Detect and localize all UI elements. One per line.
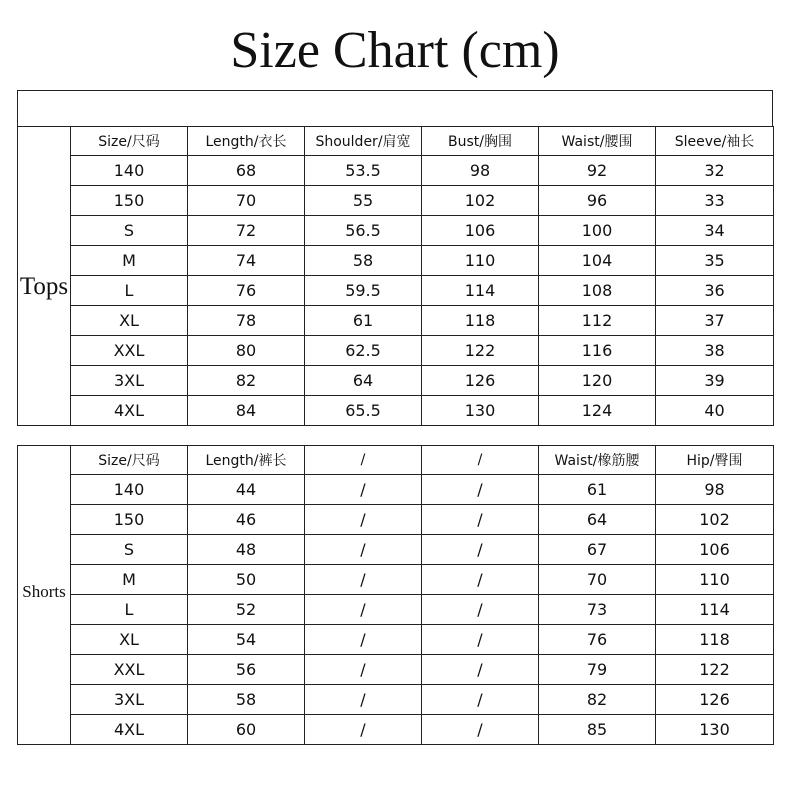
shorts-table-cell: / (422, 505, 539, 535)
shorts-table-cell: / (422, 565, 539, 595)
tops-table-cell: 53.5 (305, 156, 422, 186)
tops-table-cell: 110 (422, 246, 539, 276)
tops-table-cell: 96 (539, 186, 656, 216)
shorts-table-cell: 46 (188, 505, 305, 535)
shorts-header-row (18, 446, 774, 475)
tops-table-cell: 74 (188, 246, 305, 276)
tops-table-cell: 150 (71, 186, 188, 216)
tops-table-cell: 40 (656, 396, 774, 426)
shorts-table-cell: / (305, 595, 422, 625)
tops-table-row (18, 396, 774, 426)
tops-table-cell: 65.5 (305, 396, 422, 426)
shorts-table-cell: 58 (188, 685, 305, 715)
tops-table-cell: 124 (539, 396, 656, 426)
tops-table-cell: 122 (422, 336, 539, 366)
shorts-table-row (18, 565, 774, 595)
tops-table-cell: 82 (188, 366, 305, 396)
shorts-table-row (18, 475, 774, 505)
shorts-table-cell: 98 (656, 475, 774, 505)
shorts-table-cell: 150 (71, 505, 188, 535)
tops-table-cell: 126 (422, 366, 539, 396)
tops-table-row (18, 156, 774, 186)
shorts-table-cell: / (422, 625, 539, 655)
tops-table-cell: 62.5 (305, 336, 422, 366)
tops-table-cell: XXL (71, 336, 188, 366)
shorts-table-cell: 114 (656, 595, 774, 625)
tops-table-cell: 106 (422, 216, 539, 246)
shorts-table-cell: 140 (71, 475, 188, 505)
tops-column-header: Sleeve/袖长 (656, 127, 774, 156)
shorts-table-cell: 64 (539, 505, 656, 535)
shorts-table-cell: M (71, 565, 188, 595)
tops-table-cell: 38 (656, 336, 774, 366)
shorts-table-cell: 73 (539, 595, 656, 625)
tops-table-cell: 80 (188, 336, 305, 366)
tops-column-header: Bust/胸围 (422, 127, 539, 156)
tops-table-cell: 58 (305, 246, 422, 276)
shorts-table-cell: / (305, 715, 422, 745)
tops-table-row (18, 246, 774, 276)
tops-table-cell: 118 (422, 306, 539, 336)
shorts-table-cell: XL (71, 625, 188, 655)
tops-table-cell: 56.5 (305, 216, 422, 246)
shorts-table-cell: / (305, 565, 422, 595)
tops-table-row (18, 216, 774, 246)
shorts-table-row (18, 625, 774, 655)
shorts-column-header: / (305, 446, 422, 475)
shorts-column-header: Hip/臀围 (656, 446, 774, 475)
shorts-table-cell: 52 (188, 595, 305, 625)
shorts-table-cell: / (422, 595, 539, 625)
tops-table-cell: 72 (188, 216, 305, 246)
tops-table-cell: 98 (422, 156, 539, 186)
tops-table-cell: 64 (305, 366, 422, 396)
tops-column-header: Shoulder/肩宽 (305, 127, 422, 156)
shorts-size-table (17, 445, 774, 745)
shorts-column-header: Waist/橡筋腰 (539, 446, 656, 475)
tops-table-cell: 37 (656, 306, 774, 336)
shorts-table-cell: 56 (188, 655, 305, 685)
shorts-table-cell: 70 (539, 565, 656, 595)
tops-table-cell: 68 (188, 156, 305, 186)
tops-table-row (18, 276, 774, 306)
tops-table-cell: L (71, 276, 188, 306)
shorts-table-cell: 130 (656, 715, 774, 745)
shorts-table-cell: / (422, 655, 539, 685)
tops-table-cell: 36 (656, 276, 774, 306)
blank-header-row (17, 90, 773, 127)
tops-table-cell: 76 (188, 276, 305, 306)
shorts-section-label: Shorts (22, 582, 66, 601)
shorts-table-cell: / (305, 505, 422, 535)
tops-table-cell: 33 (656, 186, 774, 216)
shorts-table-cell: 44 (188, 475, 305, 505)
tops-table-cell: S (71, 216, 188, 246)
shorts-table-row (18, 715, 774, 745)
tops-table-cell: 39 (656, 366, 774, 396)
shorts-column-header: Length/裤长 (188, 446, 305, 475)
tops-header-row (18, 127, 774, 156)
tops-table-cell: 59.5 (305, 276, 422, 306)
shorts-table-row (18, 535, 774, 565)
shorts-table-cell: / (305, 535, 422, 565)
shorts-table-row (18, 505, 774, 535)
tops-table-cell: 104 (539, 246, 656, 276)
shorts-table-cell: / (422, 475, 539, 505)
shorts-table-cell: / (422, 535, 539, 565)
shorts-column-header: Size/尺码 (71, 446, 188, 475)
tops-table-cell: 114 (422, 276, 539, 306)
shorts-table-cell: 79 (539, 655, 656, 685)
tops-table-cell: M (71, 246, 188, 276)
tops-table-cell: 61 (305, 306, 422, 336)
shorts-column-header: / (422, 446, 539, 475)
tops-table-row (18, 366, 774, 396)
shorts-table-cell: 50 (188, 565, 305, 595)
shorts-table-cell: 118 (656, 625, 774, 655)
tops-table-cell: 112 (539, 306, 656, 336)
tops-table-cell: 116 (539, 336, 656, 366)
shorts-table-row (18, 595, 774, 625)
tops-table-cell: 100 (539, 216, 656, 246)
shorts-table-cell: 82 (539, 685, 656, 715)
shorts-table-cell: 110 (656, 565, 774, 595)
tops-table-cell: 108 (539, 276, 656, 306)
shorts-table-cell: 61 (539, 475, 656, 505)
shorts-table-cell: 122 (656, 655, 774, 685)
shorts-table-cell: 85 (539, 715, 656, 745)
shorts-table-cell: 3XL (71, 685, 188, 715)
tops-table-cell: 120 (539, 366, 656, 396)
shorts-table-cell: L (71, 595, 188, 625)
tops-table-cell: 4XL (71, 396, 188, 426)
tops-column-header: Waist/腰围 (539, 127, 656, 156)
tops-table-cell: 84 (188, 396, 305, 426)
page-title: Size Chart (cm) (230, 22, 560, 79)
tops-table-cell: 102 (422, 186, 539, 216)
tops-table-cell: 92 (539, 156, 656, 186)
shorts-table-cell: 4XL (71, 715, 188, 745)
tops-table-cell: 34 (656, 216, 774, 246)
shorts-table-cell: 67 (539, 535, 656, 565)
shorts-table-cell: 102 (656, 505, 774, 535)
shorts-table-cell: 106 (656, 535, 774, 565)
shorts-table-cell: / (422, 715, 539, 745)
tops-column-header: Length/衣长 (188, 127, 305, 156)
shorts-table-cell: S (71, 535, 188, 565)
tops-table-cell: 35 (656, 246, 774, 276)
tops-table-cell: 130 (422, 396, 539, 426)
tops-section-label: Tops (19, 273, 69, 300)
shorts-table-cell: 76 (539, 625, 656, 655)
tops-table-cell: 140 (71, 156, 188, 186)
shorts-table-cell: / (305, 475, 422, 505)
shorts-table-cell: 60 (188, 715, 305, 745)
tops-table-row (18, 336, 774, 366)
tops-table-row (18, 306, 774, 336)
tops-table-row (18, 186, 774, 216)
shorts-table-cell: 48 (188, 535, 305, 565)
shorts-table-cell: 54 (188, 625, 305, 655)
tops-table-cell: 78 (188, 306, 305, 336)
shorts-table-cell: / (305, 655, 422, 685)
tops-size-table (17, 126, 774, 426)
tops-table-cell: XL (71, 306, 188, 336)
tops-table-cell: 32 (656, 156, 774, 186)
shorts-table-cell: / (305, 685, 422, 715)
shorts-table-cell: / (305, 625, 422, 655)
shorts-table-row (18, 685, 774, 715)
tops-table-cell: 3XL (71, 366, 188, 396)
shorts-table-cell: XXL (71, 655, 188, 685)
tops-table-cell: 70 (188, 186, 305, 216)
tops-table-cell: 55 (305, 186, 422, 216)
shorts-table-row (18, 655, 774, 685)
shorts-table-cell: / (422, 685, 539, 715)
tops-column-header: Size/尺码 (71, 127, 188, 156)
shorts-table-cell: 126 (656, 685, 774, 715)
